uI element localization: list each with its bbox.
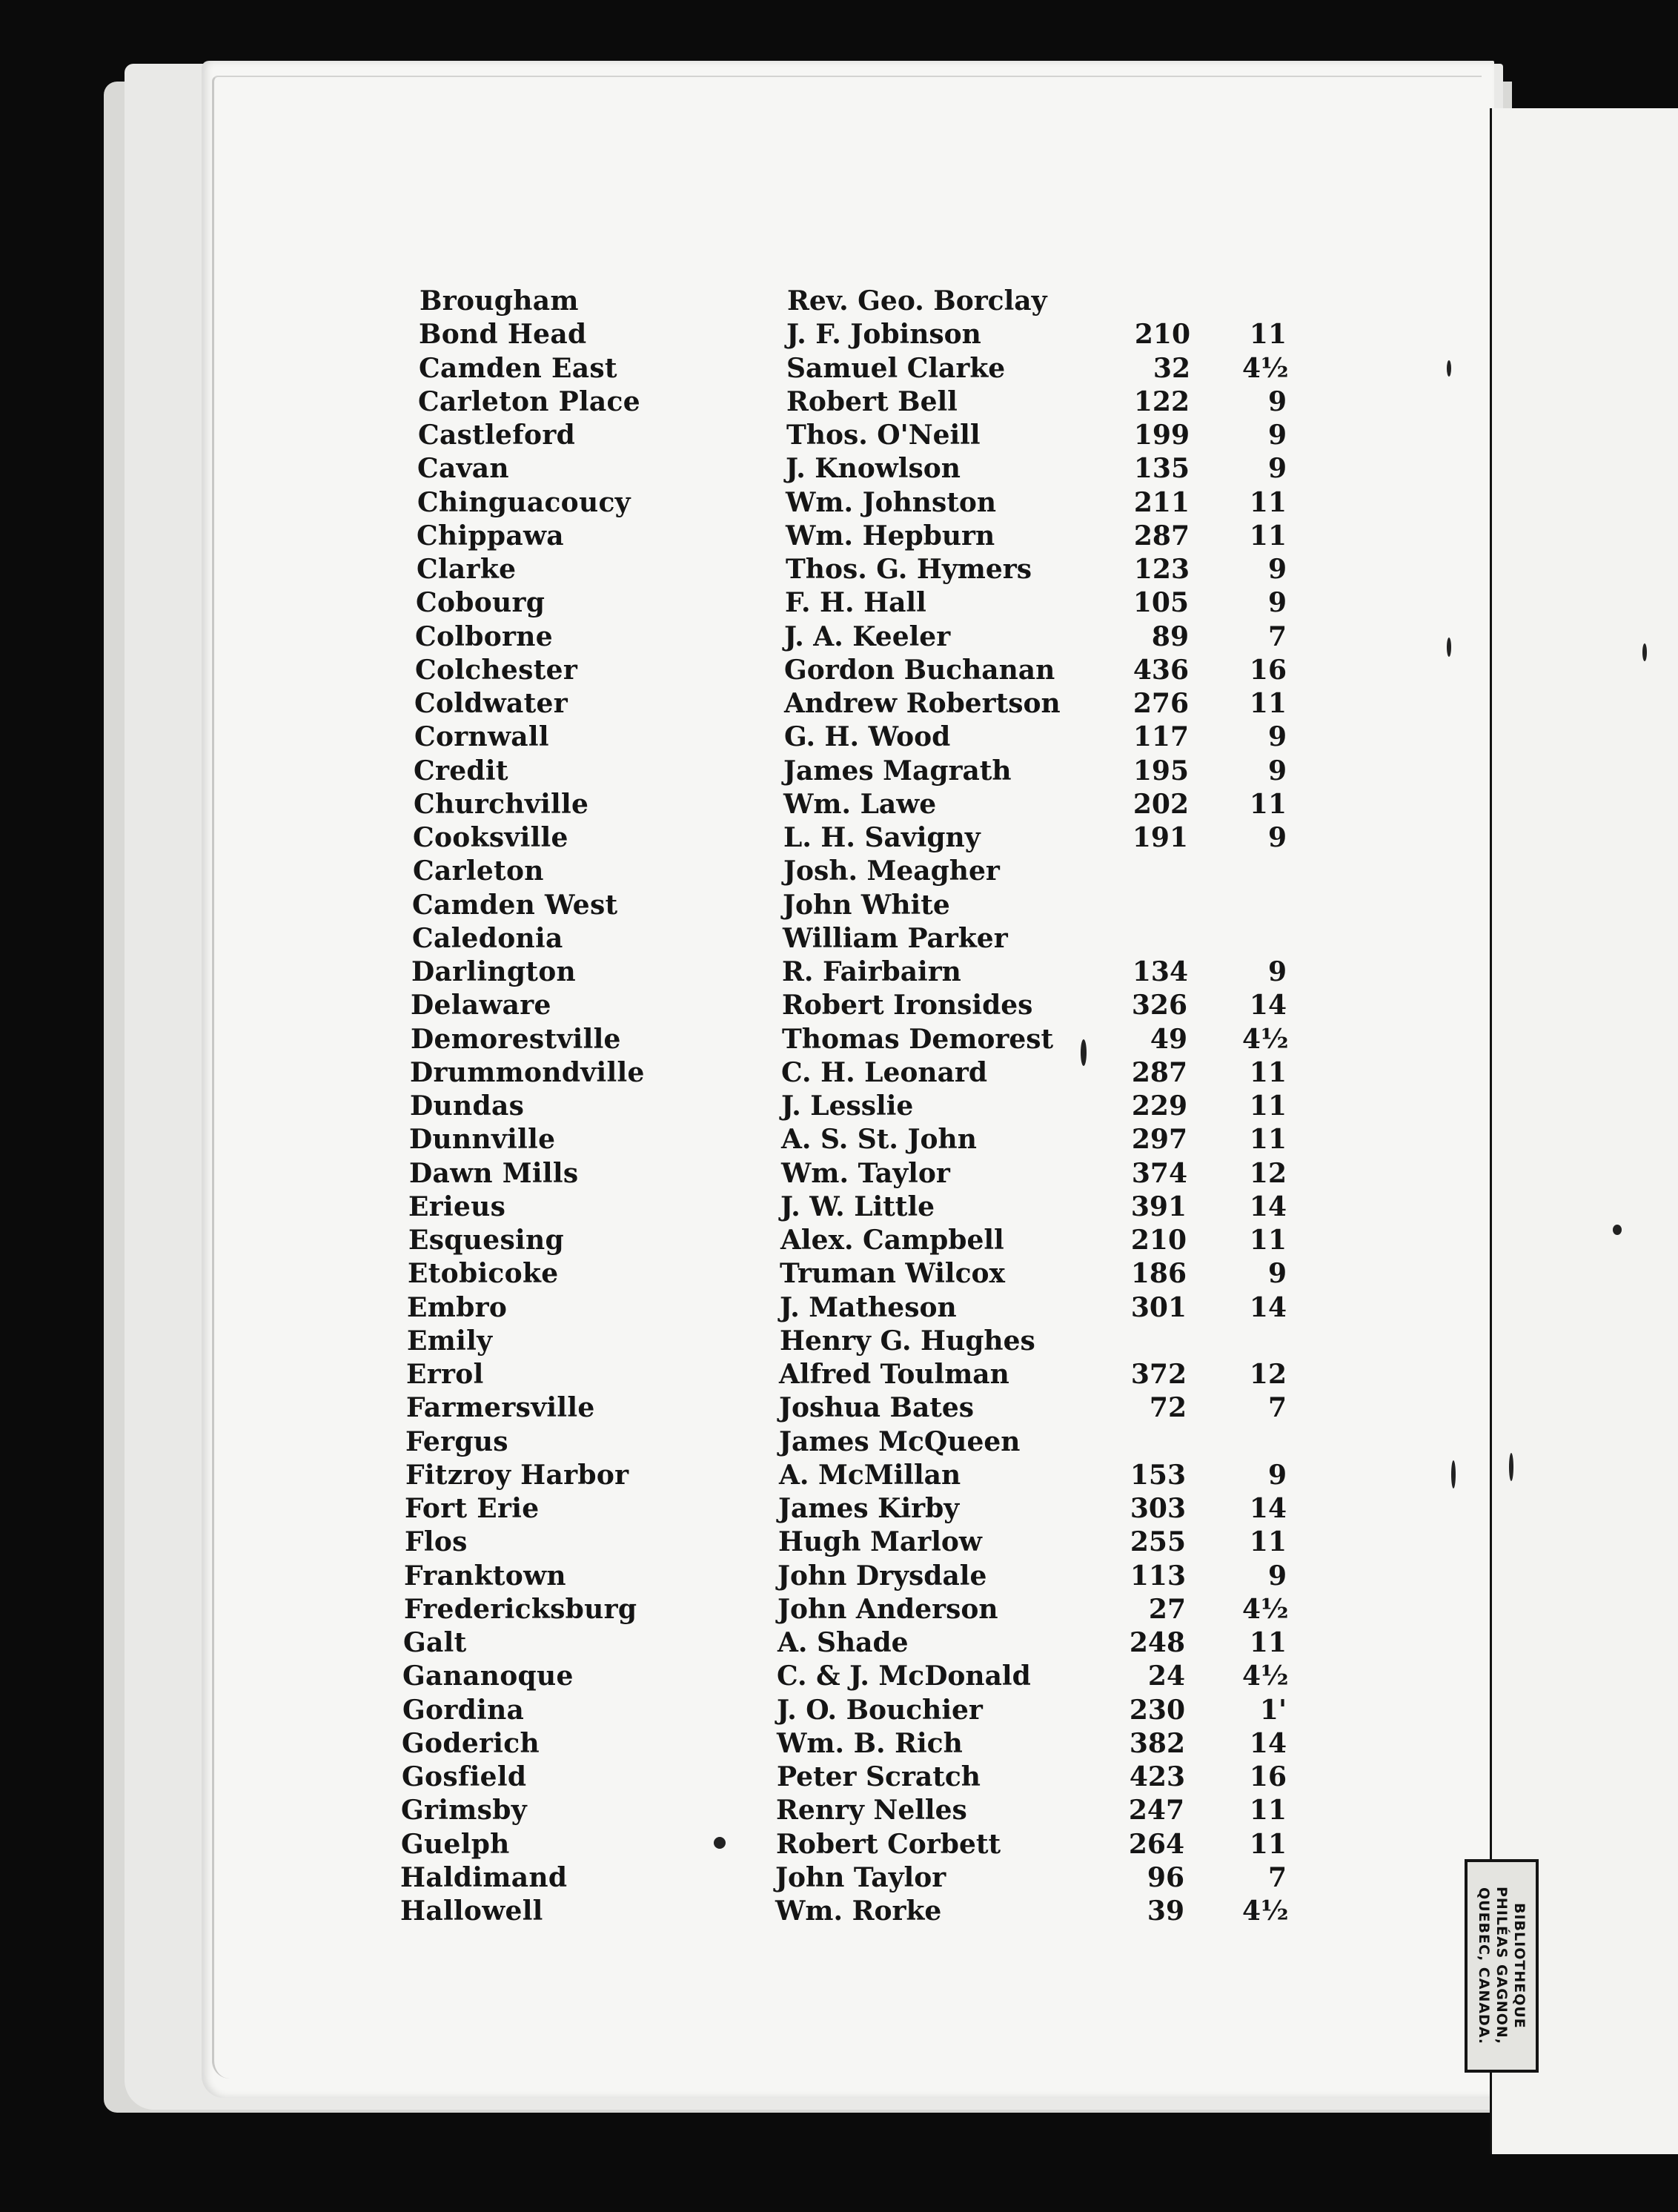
rate-number: 11 bbox=[1249, 688, 1287, 719]
rate-number: 11 bbox=[1249, 487, 1287, 518]
person-name: James Magrath bbox=[783, 755, 1012, 787]
distance-number: 134 bbox=[1132, 956, 1188, 987]
person-name: Robert Corbett bbox=[776, 1829, 1001, 1860]
distance-number: 122 bbox=[1133, 386, 1190, 417]
person-name: William Parker bbox=[783, 923, 1008, 954]
person-name: J. F. Jobinson bbox=[786, 319, 981, 350]
rate-number: 9 bbox=[1267, 956, 1287, 987]
ink-speck bbox=[1447, 638, 1451, 657]
place-name: Grimsby bbox=[401, 1795, 527, 1826]
distance-number: 27 bbox=[1148, 1594, 1186, 1625]
person-name: Wm. Taylor bbox=[781, 1158, 950, 1189]
rate-number: 4½ bbox=[1242, 1660, 1289, 1692]
rate-number: 11 bbox=[1249, 1090, 1287, 1122]
distance-number: 247 bbox=[1128, 1795, 1184, 1826]
rate-number: 11 bbox=[1249, 1225, 1287, 1256]
person-name: Josh. Meagher bbox=[783, 855, 1000, 887]
rate-number: 7 bbox=[1267, 1862, 1287, 1893]
place-name: Chippawa bbox=[417, 520, 564, 552]
distance-number: 39 bbox=[1147, 1895, 1184, 1927]
distance-number: 382 bbox=[1129, 1728, 1185, 1759]
place-name: Gordina bbox=[402, 1695, 525, 1726]
place-name: Embro bbox=[407, 1292, 508, 1323]
rate-number: 16 bbox=[1249, 655, 1287, 686]
person-name: Alfred Toulman bbox=[779, 1359, 1009, 1390]
person-name: J. A. Keeler bbox=[784, 621, 951, 652]
place-name: Fort Erie bbox=[405, 1493, 540, 1524]
distance-number: 123 bbox=[1133, 554, 1190, 585]
place-name: Goderich bbox=[402, 1728, 540, 1759]
person-name: John Drysdale bbox=[777, 1560, 987, 1592]
place-name: Fitzroy Harbor bbox=[405, 1460, 629, 1491]
distance-number: 202 bbox=[1133, 789, 1189, 820]
person-name: Thomas Demorest bbox=[782, 1024, 1054, 1055]
place-name: Dundas bbox=[410, 1090, 525, 1122]
distance-number: 303 bbox=[1130, 1493, 1186, 1524]
distance-number: 49 bbox=[1150, 1024, 1187, 1055]
stamp-line-3: QUEBEC, CANADA. bbox=[1476, 1887, 1492, 2045]
place-name: Bond Head bbox=[419, 319, 587, 350]
place-name: Chinguacoucy bbox=[417, 487, 631, 518]
place-name: Camden West bbox=[412, 890, 618, 921]
place-name: Erieus bbox=[408, 1191, 506, 1222]
distance-number: 210 bbox=[1130, 1225, 1187, 1256]
person-name: Wm. Rorke bbox=[775, 1895, 942, 1927]
place-name: Darlington bbox=[411, 956, 577, 987]
person-name: James McQueen bbox=[779, 1426, 1021, 1457]
rate-number: 9 bbox=[1267, 1560, 1287, 1592]
stamp-line-1: BIBLIOTHEQUE bbox=[1511, 1903, 1528, 2029]
distance-number: 264 bbox=[1128, 1829, 1184, 1860]
rate-number: 11 bbox=[1249, 1829, 1287, 1860]
distance-number: 276 bbox=[1133, 688, 1189, 719]
place-name: Clarke bbox=[417, 554, 517, 585]
rate-number: 11 bbox=[1249, 1627, 1287, 1658]
place-name: Coldwater bbox=[414, 688, 568, 719]
rate-number: 11 bbox=[1249, 319, 1287, 350]
place-name: Carleton Place bbox=[418, 386, 640, 417]
place-name: Cobourg bbox=[416, 587, 545, 618]
person-name: R. Fairbairn bbox=[782, 956, 961, 987]
rate-number: 11 bbox=[1249, 1057, 1287, 1088]
person-name: A. S. St. John bbox=[781, 1124, 977, 1155]
distance-number: 89 bbox=[1151, 621, 1189, 652]
place-name: Flos bbox=[405, 1526, 468, 1557]
place-name: Credit bbox=[414, 755, 508, 787]
rate-number: 9 bbox=[1267, 822, 1287, 853]
person-name: G. H. Wood bbox=[784, 721, 951, 752]
person-name: J. Matheson bbox=[780, 1292, 957, 1323]
place-name: Churchville bbox=[414, 789, 589, 820]
person-name: C. H. Leonard bbox=[781, 1057, 988, 1088]
distance-number: 374 bbox=[1131, 1158, 1187, 1189]
distance-number: 210 bbox=[1134, 319, 1190, 350]
rate-number: 9 bbox=[1267, 755, 1287, 787]
ink-speck bbox=[714, 1837, 726, 1849]
place-name: Esquesing bbox=[408, 1225, 564, 1256]
place-name: Cavan bbox=[417, 453, 509, 484]
place-name: Guelph bbox=[401, 1829, 510, 1860]
person-name: Wm. Lawe bbox=[783, 789, 937, 820]
rate-number: 9 bbox=[1267, 587, 1287, 618]
distance-number: 153 bbox=[1130, 1460, 1186, 1491]
stamp-text bbox=[1475, 1887, 1528, 2044]
person-name: Peter Scratch bbox=[777, 1761, 981, 1792]
ink-speck bbox=[1509, 1453, 1513, 1481]
distance-number: 326 bbox=[1131, 990, 1187, 1021]
place-name: Dawn Mills bbox=[409, 1158, 579, 1189]
person-name: J. Knowlson bbox=[786, 453, 961, 484]
place-name: Brougham bbox=[420, 285, 579, 317]
place-name: Castleford bbox=[418, 420, 576, 451]
person-name: John White bbox=[783, 890, 950, 921]
person-name: Thos. G. Hymers bbox=[786, 554, 1032, 585]
place-name: Errol bbox=[406, 1359, 484, 1390]
distance-number: 117 bbox=[1133, 721, 1189, 752]
rate-number: 14 bbox=[1249, 1191, 1287, 1222]
rate-number: 9 bbox=[1267, 453, 1287, 484]
rate-number: 9 bbox=[1267, 1258, 1287, 1289]
rate-number: 12 bbox=[1249, 1359, 1287, 1390]
person-name: Wm. Hepburn bbox=[786, 520, 995, 552]
rate-number: 4½ bbox=[1242, 1024, 1289, 1055]
person-name: J. O. Bouchier bbox=[777, 1695, 983, 1726]
person-name: C. & J. McDonald bbox=[777, 1660, 1031, 1692]
place-name: Franktown bbox=[404, 1560, 566, 1592]
place-name: Galt bbox=[403, 1627, 467, 1658]
person-name: John Taylor bbox=[775, 1862, 946, 1893]
place-name: Caledonia bbox=[412, 923, 563, 954]
place-name: Hallowell bbox=[400, 1895, 543, 1927]
person-name: Renry Nelles bbox=[776, 1795, 967, 1826]
person-name: Gordon Buchanan bbox=[784, 655, 1055, 686]
place-name: Cornwall bbox=[414, 721, 549, 752]
person-name: Thos. O'Neill bbox=[786, 420, 981, 451]
rate-number: 14 bbox=[1249, 1493, 1287, 1524]
distance-number: 186 bbox=[1130, 1258, 1187, 1289]
distance-number: 297 bbox=[1131, 1124, 1187, 1155]
place-name: Gosfield bbox=[402, 1761, 527, 1792]
person-name: Hugh Marlow bbox=[778, 1526, 982, 1557]
place-name: Demorestville bbox=[411, 1024, 621, 1055]
ink-speck bbox=[1081, 1039, 1087, 1066]
place-name: Delaware bbox=[411, 990, 551, 1021]
rate-number: 7 bbox=[1267, 1392, 1287, 1423]
person-name: F. H. Hall bbox=[785, 587, 926, 618]
rate-number: 11 bbox=[1249, 1124, 1287, 1155]
person-name: J. Lesslie bbox=[781, 1090, 914, 1122]
person-name: John Anderson bbox=[777, 1594, 998, 1625]
place-name: Drummondville bbox=[410, 1057, 645, 1088]
place-name: Camden East bbox=[419, 353, 617, 384]
place-name: Etobicoke bbox=[408, 1258, 559, 1289]
rate-number: 16 bbox=[1249, 1761, 1287, 1792]
distance-number: 32 bbox=[1153, 353, 1190, 384]
person-name: Rev. Geo. Borclay bbox=[787, 285, 1047, 317]
place-name: Colborne bbox=[415, 621, 553, 652]
person-name: Robert Bell bbox=[786, 386, 958, 417]
place-name: Fergus bbox=[405, 1426, 508, 1457]
rate-number: 14 bbox=[1249, 1728, 1287, 1759]
person-name: Wm. Johnston bbox=[786, 487, 997, 518]
rate-number: 14 bbox=[1249, 1292, 1287, 1323]
distance-number: 135 bbox=[1133, 453, 1190, 484]
rate-number: 9 bbox=[1267, 420, 1287, 451]
rate-number: 9 bbox=[1267, 554, 1287, 585]
ink-speck bbox=[1451, 1460, 1456, 1489]
place-name: Dunnville bbox=[409, 1124, 556, 1155]
distance-number: 372 bbox=[1130, 1359, 1187, 1390]
distance-number: 255 bbox=[1130, 1526, 1186, 1557]
place-name: Cooksville bbox=[413, 822, 568, 853]
person-name: Alex. Campbell bbox=[780, 1225, 1004, 1256]
rate-number: 4½ bbox=[1242, 1594, 1289, 1625]
distance-number: 391 bbox=[1130, 1191, 1187, 1222]
stamp-line-2: PHILÉAS GAGNON, bbox=[1493, 1887, 1510, 2045]
place-name: Carleton bbox=[413, 855, 544, 887]
person-name: Robert Ironsides bbox=[782, 990, 1033, 1021]
person-name: Joshua Bates bbox=[779, 1392, 975, 1423]
rate-number: 4½ bbox=[1242, 353, 1289, 384]
place-name: Emily bbox=[407, 1325, 493, 1357]
distance-number: 230 bbox=[1129, 1695, 1185, 1726]
ink-speck bbox=[1642, 643, 1647, 661]
rate-number: 11 bbox=[1249, 1795, 1287, 1826]
ink-speck bbox=[1613, 1225, 1622, 1235]
distance-number: 195 bbox=[1133, 755, 1189, 787]
library-stamp bbox=[1465, 1859, 1539, 2073]
rate-number: 9 bbox=[1267, 721, 1287, 752]
place-name: Haldimand bbox=[400, 1862, 568, 1893]
place-name: Farmersville bbox=[406, 1392, 595, 1423]
distance-number: 191 bbox=[1132, 822, 1188, 853]
distance-number: 211 bbox=[1133, 487, 1190, 518]
rate-number: 11 bbox=[1249, 1526, 1287, 1557]
distance-number: 113 bbox=[1130, 1560, 1186, 1592]
person-name: J. W. Little bbox=[780, 1191, 935, 1222]
rate-number: 11 bbox=[1249, 789, 1287, 820]
distance-number: 229 bbox=[1131, 1090, 1187, 1122]
distance-number: 199 bbox=[1133, 420, 1190, 451]
place-name: Colchester bbox=[415, 655, 578, 686]
distance-number: 287 bbox=[1133, 520, 1190, 552]
distance-number: 248 bbox=[1129, 1627, 1185, 1658]
person-name: James Kirby bbox=[778, 1493, 960, 1524]
rate-number: 11 bbox=[1249, 520, 1287, 552]
rate-number: 12 bbox=[1249, 1158, 1287, 1189]
rate-number: 1' bbox=[1259, 1695, 1287, 1726]
distance-number: 423 bbox=[1129, 1761, 1185, 1792]
person-name: L. H. Savigny bbox=[783, 822, 981, 853]
person-name: A. McMillan bbox=[779, 1460, 961, 1491]
person-name: Samuel Clarke bbox=[786, 353, 1006, 384]
person-name: Henry G. Hughes bbox=[780, 1325, 1035, 1357]
distance-number: 96 bbox=[1147, 1862, 1184, 1893]
distance-number: 72 bbox=[1149, 1392, 1187, 1423]
rate-number: 4½ bbox=[1242, 1895, 1289, 1927]
distance-number: 436 bbox=[1133, 655, 1189, 686]
book-page bbox=[202, 61, 1494, 2098]
distance-number: 24 bbox=[1147, 1660, 1185, 1692]
distance-number: 105 bbox=[1133, 587, 1189, 618]
distance-number: 287 bbox=[1131, 1057, 1187, 1088]
person-name: Wm. B. Rich bbox=[777, 1728, 963, 1759]
person-name: Truman Wilcox bbox=[780, 1258, 1005, 1289]
person-name: Andrew Robertson bbox=[784, 688, 1061, 719]
rate-number: 9 bbox=[1267, 386, 1287, 417]
rate-number: 9 bbox=[1267, 1460, 1287, 1491]
place-name: Gananoque bbox=[402, 1660, 574, 1692]
place-name: Fredericksburg bbox=[404, 1594, 637, 1625]
person-name: A. Shade bbox=[777, 1627, 909, 1658]
rate-number: 7 bbox=[1267, 621, 1287, 652]
facing-page bbox=[1490, 108, 1678, 2154]
distance-number: 301 bbox=[1130, 1292, 1187, 1323]
rate-number: 14 bbox=[1249, 990, 1287, 1021]
ink-speck bbox=[1447, 360, 1451, 377]
